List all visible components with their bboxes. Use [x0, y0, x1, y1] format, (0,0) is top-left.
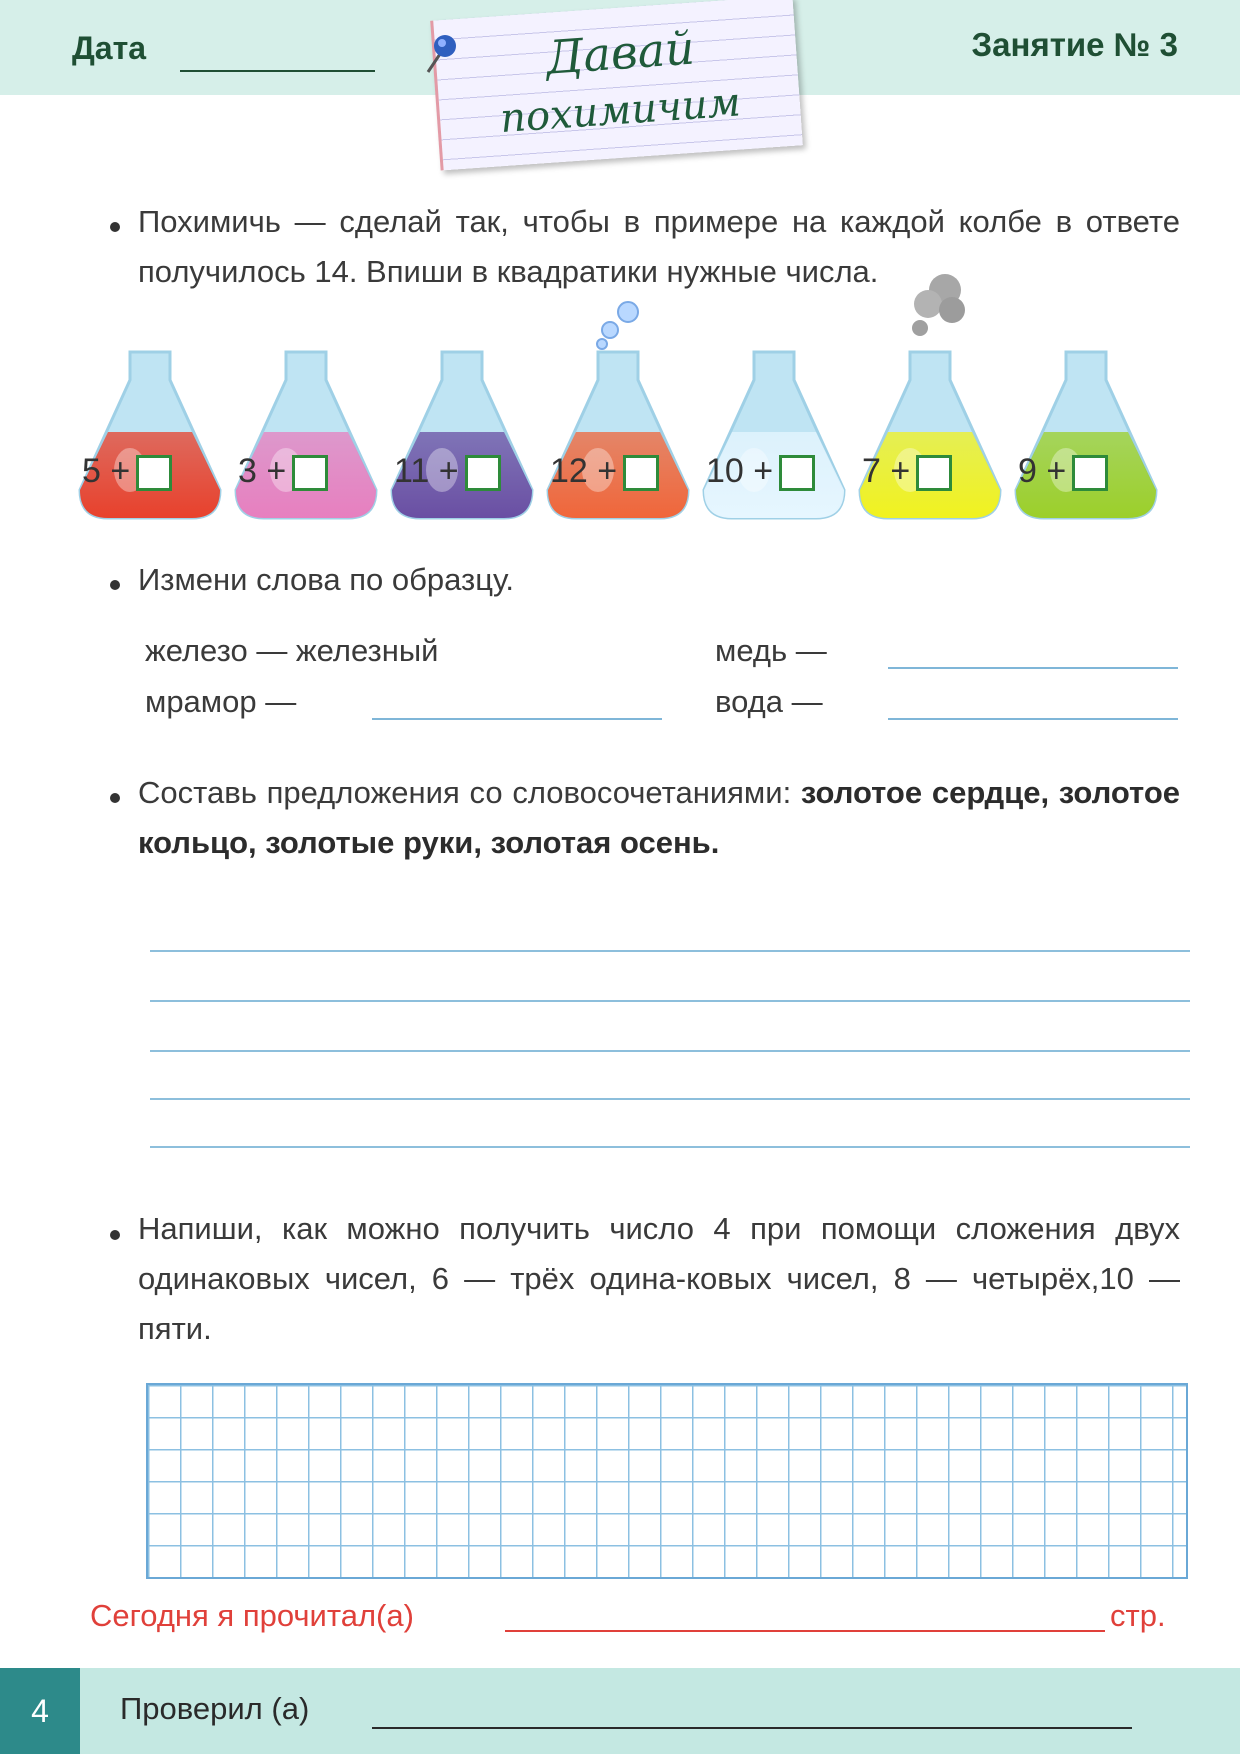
- flask: [226, 340, 386, 530]
- flask-expression: [394, 452, 501, 491]
- answer-grid[interactable]: [146, 1383, 1188, 1579]
- flask: [70, 340, 230, 530]
- answer-box[interactable]: [1072, 455, 1108, 491]
- task4-text: Напиши, как можно получить число 4 при помощи сложения двух одинаковых чисел, 6 — трёх одина-ковых чисел, 8 — четырёх,10 — пяти.: [138, 1211, 1180, 1346]
- flask-expression: [550, 452, 659, 491]
- note-title-line2: похимичим: [498, 79, 743, 143]
- writing-line[interactable]: [150, 1146, 1190, 1148]
- flask: [538, 340, 698, 530]
- flask: [382, 340, 542, 530]
- flask-expression: [1018, 452, 1108, 491]
- task2-text: Измени слова по образцу.: [138, 562, 514, 597]
- lesson-number: Занятие № 3: [971, 26, 1178, 63]
- answer-box[interactable]: [779, 455, 815, 491]
- note-title-line1: Давай: [544, 20, 697, 85]
- expression-text: 3 +: [238, 452, 287, 490]
- pushpin-icon: [420, 32, 460, 83]
- expression-text: 11 +: [394, 452, 459, 490]
- date-label: Дата: [72, 30, 147, 66]
- smoke-icon: [890, 270, 980, 355]
- answer-box[interactable]: [916, 455, 952, 491]
- writing-line[interactable]: [150, 1000, 1190, 1002]
- answer-line-copper[interactable]: [888, 667, 1178, 669]
- expression-text: 9 +: [1018, 452, 1067, 490]
- flask: [694, 340, 854, 530]
- flask-expression: [862, 452, 952, 491]
- task3-text: Составь предложения со словосочетаниями: золотое сердце, золотое кольцо, золотые руки, золотая осень.: [138, 775, 1180, 860]
- word-copper: медь —: [715, 633, 827, 668]
- flask-expression: [238, 452, 328, 491]
- expression-text: 7 +: [862, 452, 911, 490]
- reading-label: Сегодня я прочитал(а): [90, 1598, 414, 1633]
- bubbles-icon: [588, 300, 648, 355]
- title-note: [430, 0, 803, 170]
- expression-text: 10 +: [706, 452, 774, 490]
- writing-line[interactable]: [150, 950, 1190, 952]
- pages-suffix: стр.: [1110, 1598, 1166, 1633]
- example-word-pair: железо — железный: [145, 633, 439, 668]
- reading-pages-line[interactable]: [505, 1630, 1105, 1632]
- flask-expression: [706, 452, 815, 491]
- word-marble: мрамор —: [145, 684, 297, 719]
- answer-box[interactable]: [292, 455, 328, 491]
- answer-line-marble[interactable]: [372, 718, 662, 720]
- writing-line[interactable]: [150, 1098, 1190, 1100]
- task1-text: Похимичь — сделай так, чтобы в примере на каждой колбе в ответе получилось 14. Впиши в квадратики нужные числа.: [138, 204, 1180, 289]
- checked-by-label: Проверил (а): [120, 1691, 310, 1726]
- answer-box[interactable]: [623, 455, 659, 491]
- checked-by-line[interactable]: [372, 1727, 1132, 1729]
- flask: [1006, 340, 1166, 530]
- date-line: [180, 70, 375, 72]
- answer-box[interactable]: [465, 455, 501, 491]
- expression-text: 12 +: [550, 452, 618, 490]
- flask-row: [70, 340, 1180, 540]
- expression-text: 5 +: [82, 452, 131, 490]
- writing-line[interactable]: [150, 1050, 1190, 1052]
- flask: [850, 340, 1010, 530]
- answer-line-water[interactable]: [888, 718, 1178, 720]
- word-water: вода —: [715, 684, 823, 719]
- flask-expression: [82, 452, 172, 491]
- page-number: 4: [0, 1668, 80, 1754]
- answer-box[interactable]: [136, 455, 172, 491]
